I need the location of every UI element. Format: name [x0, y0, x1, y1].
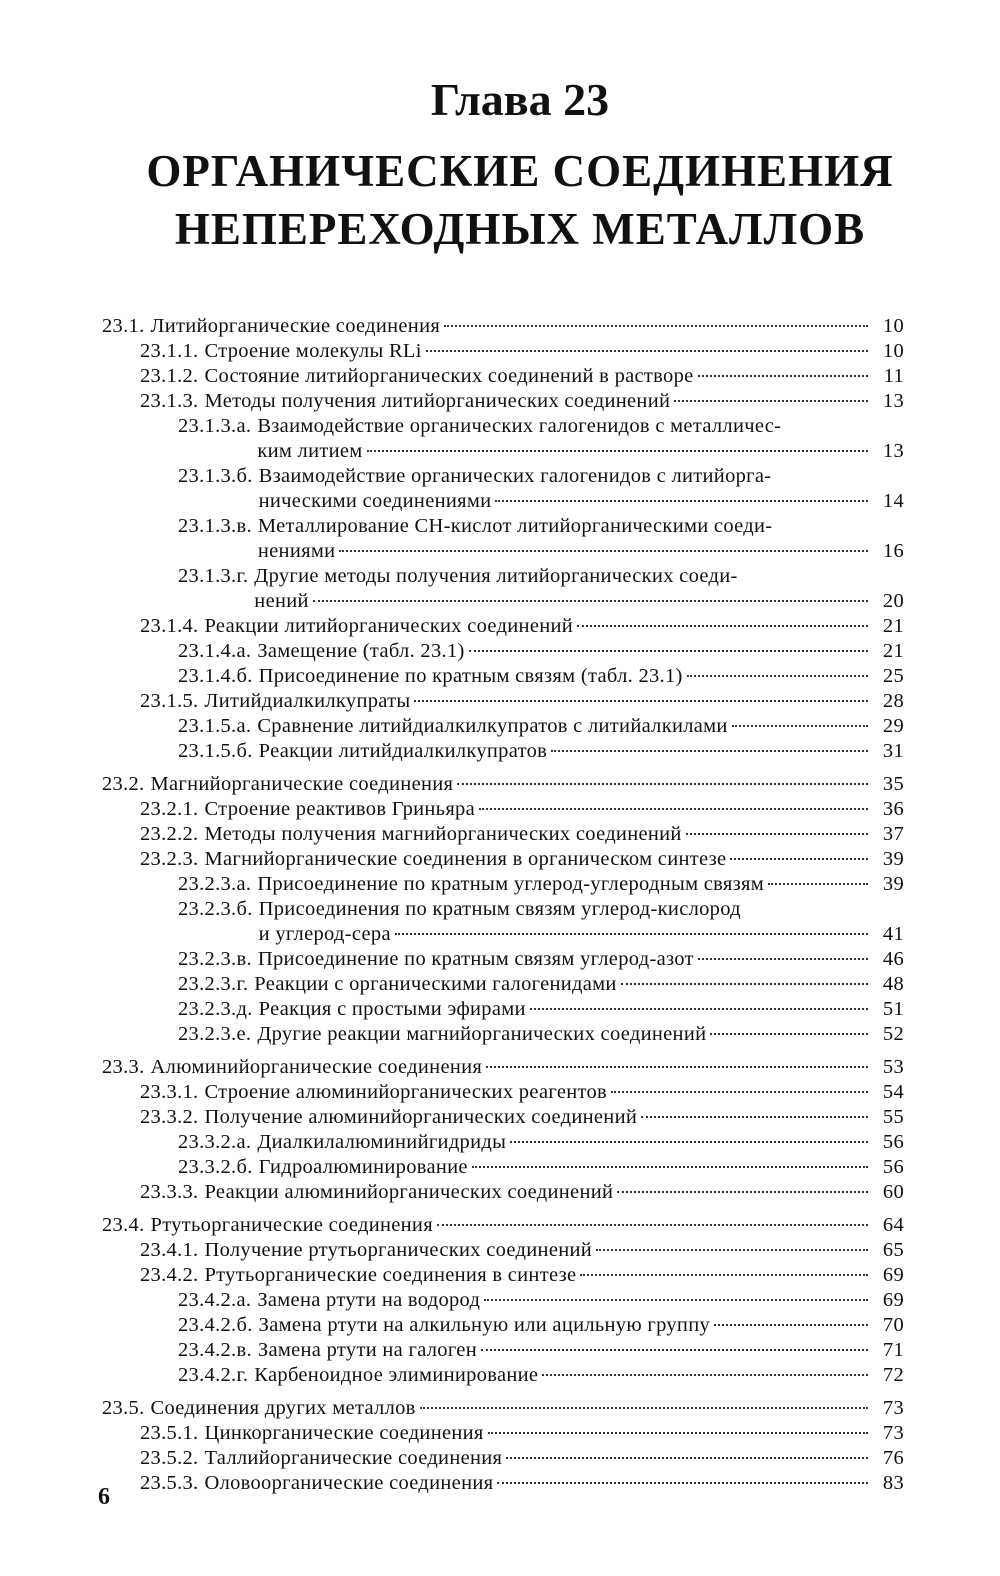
toc-entry-page: 13 — [882, 390, 904, 412]
toc-entry — [102, 1396, 904, 1421]
dot-leader — [730, 858, 868, 860]
toc-entry-page: 39 — [882, 848, 904, 870]
toc-entry-title: Ртутьорганические соединения в синтезе — [204, 1264, 577, 1286]
dot-leader — [510, 1141, 868, 1143]
toc-entry — [102, 1313, 904, 1338]
toc-entry-title: Металлирование СН-кислот литийорганическими соеди- — [257, 515, 773, 537]
toc-entry-page: 13 — [882, 440, 904, 462]
dot-leader — [495, 500, 868, 502]
toc-entry-title: Реакции литийдиалкилкупратов — [258, 740, 548, 762]
toc-entry-continuation — [102, 922, 904, 947]
toc-entry-page: 21 — [882, 615, 904, 637]
toc-entry — [102, 897, 904, 922]
dot-leader — [339, 550, 868, 552]
toc-entry-number: 23.2.3.б. — [178, 898, 253, 920]
dot-leader — [530, 1008, 868, 1010]
toc-entry-number: 23.3.2.б. — [178, 1156, 253, 1178]
toc-entry — [102, 1105, 904, 1130]
dot-leader — [686, 833, 868, 835]
toc-entry-title: Строение алюминийорганических реагентов — [204, 1081, 608, 1103]
toc-entry-number: 23.1.5.а. — [178, 715, 252, 737]
toc-entry-number: 23.2.3.д. — [178, 998, 253, 1020]
dot-leader — [732, 725, 868, 727]
dot-leader — [484, 1299, 868, 1301]
dot-leader — [506, 1457, 868, 1459]
dot-leader — [486, 1066, 868, 1068]
toc-entry-page: 28 — [882, 690, 904, 712]
toc-entry-number: 23.2.3.а. — [178, 873, 252, 895]
toc-entry-number: 23.2.3.г. — [178, 973, 249, 995]
toc-entry-title: Присоединения по кратным связям углерод-кислород — [258, 898, 741, 920]
toc-entry-page: 73 — [882, 1422, 904, 1444]
dot-leader — [444, 325, 868, 327]
toc-entry-title: Строение молекулы RLi — [204, 340, 422, 362]
toc-entry-page: 73 — [882, 1397, 904, 1419]
toc-entry — [102, 639, 904, 664]
toc-entry-title: Магнийорганические соединения — [150, 773, 454, 795]
toc-entry-number: 23.4.2.г. — [178, 1364, 249, 1386]
toc-entry-number: 23.4. — [102, 1214, 145, 1236]
toc-entry — [102, 664, 904, 689]
toc-entry-title: Другие реакции магнийорганических соединений — [257, 1023, 707, 1045]
toc-entry-continuation — [102, 539, 904, 564]
toc-entry — [102, 947, 904, 972]
toc-entry — [102, 847, 904, 872]
toc-entry-title: Состояние литийорганических соединений в растворе — [204, 365, 694, 387]
toc-entry-title: Методы получения литийорганических соединений — [204, 390, 671, 412]
toc-entry-number: 23.4.1. — [140, 1239, 199, 1261]
toc-entry-title: Получение ртутьорганических соединений — [204, 1239, 593, 1261]
toc-entry-title: Таллийорганические соединения — [204, 1447, 503, 1469]
toc-entry-page: 76 — [882, 1447, 904, 1469]
toc-entry-page: 46 — [882, 948, 904, 970]
toc-entry — [102, 614, 904, 639]
toc-entry-page: 52 — [882, 1023, 904, 1045]
toc-entry-page: 36 — [882, 798, 904, 820]
toc-entry-title: Литийдиалкилкупраты — [204, 690, 411, 712]
toc-entry-page: 31 — [882, 740, 904, 762]
toc-entry-title: Присоединение по кратным связям (табл. 23.1) — [258, 665, 683, 687]
toc-entry-title: Получение алюминийорганических соединений — [204, 1106, 638, 1128]
toc-entry-title-continued: ническими соединениями — [258, 490, 492, 512]
dot-leader — [488, 1432, 868, 1434]
dot-leader — [768, 883, 868, 885]
toc-entry-number: 23.2.3.е. — [178, 1023, 252, 1045]
toc-entry-number: 23.3. — [102, 1056, 145, 1078]
toc-entry-title: Взаимодействие органических галогенидов с литийорга- — [258, 465, 772, 487]
toc-entry-title: Замена ртути на галоген — [257, 1339, 477, 1361]
toc-entry — [102, 1155, 904, 1180]
toc-entry-number: 23.4.2.в. — [178, 1339, 252, 1361]
toc-entry — [102, 1446, 904, 1471]
toc-entry — [102, 1055, 904, 1080]
toc-entry-page: 64 — [882, 1214, 904, 1236]
dot-leader — [479, 808, 868, 810]
toc-entry-number: 23.2. — [102, 773, 145, 795]
toc-entry-number: 23.5.1. — [140, 1422, 199, 1444]
toc-entry-title: Присоединение по кратным связям углерод-азот — [257, 948, 694, 970]
toc-entry — [102, 689, 904, 714]
toc-entry-page: 41 — [882, 923, 904, 945]
toc-entry — [102, 414, 904, 439]
toc-entry-page: 16 — [882, 540, 904, 562]
toc-entry — [102, 822, 904, 847]
page-number: 6 — [98, 1484, 110, 1510]
chapter-label: Глава 23 — [430, 74, 610, 125]
toc-entry-number: 23.5.2. — [140, 1447, 199, 1469]
toc-entry — [102, 1180, 904, 1205]
toc-entry-title: Присоединение по кратным углерод-углеродным связям — [257, 873, 765, 895]
toc-entry-number: 23.1.1. — [140, 340, 199, 362]
chapter-title-line: ОРГАНИЧЕСКИЕ СОЕДИНЕНИЯ — [146, 146, 894, 196]
toc-entry-page: 10 — [882, 315, 904, 337]
toc-entry-page: 29 — [882, 715, 904, 737]
toc-entry — [102, 314, 904, 339]
toc-entry-number: 23.1.4.а. — [178, 640, 252, 662]
toc-entry — [102, 972, 904, 997]
dot-leader — [698, 375, 868, 377]
toc-entry-number: 23.1.3.а. — [178, 415, 252, 437]
toc-entry-page: 14 — [882, 490, 904, 512]
toc-entry-page: 10 — [882, 340, 904, 362]
toc-entry — [102, 872, 904, 897]
toc-entry-page: 60 — [882, 1181, 904, 1203]
toc-entry-page: 11 — [883, 365, 904, 387]
toc-entry-title: Гидроалюминирование — [258, 1156, 468, 1178]
dot-leader — [611, 1091, 868, 1093]
toc-entry-number: 23.2.3.в. — [178, 948, 252, 970]
toc-entry-page: 70 — [882, 1314, 904, 1336]
toc-entry-continuation — [102, 439, 904, 464]
toc-entry-page: 65 — [882, 1239, 904, 1261]
toc-entry-number: 23.3.2.а. — [178, 1131, 252, 1153]
toc-entry-title: Оловоорганические соединения — [204, 1472, 494, 1494]
dot-leader — [710, 1033, 868, 1035]
toc-entry-number: 23.5. — [102, 1397, 145, 1419]
toc-entry — [102, 1213, 904, 1238]
toc-entry-number: 23.2.1. — [140, 798, 199, 820]
dot-leader — [367, 450, 868, 452]
toc-entry — [102, 1363, 904, 1388]
toc-entry-title: Цинкорганические соединения — [204, 1422, 484, 1444]
toc-entry-page: 54 — [882, 1081, 904, 1103]
toc-entry-number: 23.1.3.б. — [178, 465, 253, 487]
dot-leader — [414, 700, 868, 702]
toc-entry — [102, 797, 904, 822]
toc-entry-number: 23.3.3. — [140, 1181, 199, 1203]
dot-leader — [714, 1324, 868, 1326]
toc-entry-number: 23.2.2. — [140, 823, 199, 845]
toc-entry-number: 23.1.3.в. — [178, 515, 252, 537]
toc-entry-title: Карбеноидное элиминирование — [254, 1364, 539, 1386]
toc-entry-title: Замена ртути на водород — [257, 1289, 481, 1311]
dot-leader — [577, 625, 868, 627]
toc-entry-number: 23.3.1. — [140, 1081, 199, 1103]
toc-entry-page: 20 — [882, 590, 904, 612]
toc-entry-page: 72 — [882, 1364, 904, 1386]
dot-leader — [420, 1407, 868, 1409]
dot-leader — [395, 933, 868, 935]
toc-entry-page: 71 — [882, 1339, 904, 1361]
toc-entry-title: Сравнение литийдиалкилкупратов с литийалкилами — [257, 715, 728, 737]
toc-entry-number: 23.1.3. — [140, 390, 199, 412]
toc-entry-page: 51 — [882, 998, 904, 1020]
toc-entry-number: 23.1.5. — [140, 690, 199, 712]
toc-entry-number: 23.1.3.г. — [178, 565, 249, 587]
toc-entry-page: 69 — [882, 1289, 904, 1311]
toc-entry-title: Методы получения магнийорганических соединений — [204, 823, 682, 845]
toc-entry-title: Алюминийорганические соединения — [150, 1056, 483, 1078]
toc-entry — [102, 564, 904, 589]
dot-leader — [551, 750, 868, 752]
dot-leader — [426, 350, 868, 352]
toc-entry-title-continued: нений — [254, 590, 309, 612]
toc-entry-number: 23.1.5.б. — [178, 740, 253, 762]
dot-leader — [469, 650, 868, 652]
dot-leader — [457, 783, 868, 785]
dot-leader — [313, 600, 868, 602]
dot-leader — [617, 1191, 868, 1193]
toc-entry-number: 23.1.2. — [140, 365, 199, 387]
dot-leader — [472, 1166, 868, 1168]
toc-entry — [102, 772, 904, 797]
toc-entry-title: Литийорганические соединения — [150, 315, 441, 337]
dot-leader — [687, 675, 868, 677]
toc-entry — [102, 997, 904, 1022]
toc-entry-title: Взаимодействие органических галогенидов с металличес- — [257, 415, 782, 437]
toc-entry-title: Другие методы получения литийорганических соеди- — [254, 565, 738, 587]
toc-entry-title-continued: нениями — [257, 540, 336, 562]
toc-entry — [102, 714, 904, 739]
chapter-title — [0, 142, 1000, 258]
toc-entry-number: 23.3.2. — [140, 1106, 199, 1128]
toc-entry — [102, 1338, 904, 1363]
table-of-contents — [102, 314, 904, 1496]
toc-entry — [102, 1263, 904, 1288]
toc-entry-title: Замена ртути на алкильную или ацильную группу — [258, 1314, 711, 1336]
toc-entry-title: Магнийорганические соединения в органическом синтезе — [204, 848, 727, 870]
toc-entry-title: Реакция с простыми эфирами — [258, 998, 526, 1020]
toc-entry-page: 56 — [882, 1156, 904, 1178]
toc-entry-continuation — [102, 489, 904, 514]
toc-entry-page: 48 — [882, 973, 904, 995]
toc-entry-number: 23.4.2. — [140, 1264, 199, 1286]
toc-entry-page: 56 — [882, 1131, 904, 1153]
toc-entry-title-continued: и углерод-сера — [258, 923, 391, 945]
toc-entry-number: 23.4.2.б. — [178, 1314, 253, 1336]
toc-entry — [102, 464, 904, 489]
toc-entry — [102, 364, 904, 389]
toc-entry-page: 25 — [882, 665, 904, 687]
toc-entry-title: Диалкилалюминийгидриды — [257, 1131, 507, 1153]
toc-entry-page: 21 — [882, 640, 904, 662]
dot-leader — [437, 1224, 868, 1226]
toc-entry-title: Соединения других металлов — [150, 1397, 416, 1419]
toc-entry — [102, 1471, 904, 1496]
toc-entry-number: 23.1.4. — [140, 615, 199, 637]
dot-leader — [641, 1116, 868, 1118]
toc-entry — [102, 514, 904, 539]
toc-entry-title-continued: ким литием — [257, 440, 363, 462]
toc-entry — [102, 1421, 904, 1446]
toc-entry-number: 23.1.4.б. — [178, 665, 253, 687]
toc-entry-page: 69 — [882, 1264, 904, 1286]
toc-entry-continuation — [102, 589, 904, 614]
toc-entry — [102, 389, 904, 414]
dot-leader — [542, 1374, 868, 1376]
toc-entry — [102, 1238, 904, 1263]
toc-entry-number: 23.5.3. — [140, 1472, 199, 1494]
toc-entry-title: Реакции алюминийорганических соединений — [204, 1181, 614, 1203]
toc-entry-page: 55 — [882, 1106, 904, 1128]
toc-entry-title: Строение реактивов Гриньяра — [204, 798, 476, 820]
toc-entry-number: 23.4.2.а. — [178, 1289, 252, 1311]
toc-entry — [102, 1080, 904, 1105]
toc-entry-page: 35 — [882, 773, 904, 795]
dot-leader — [698, 958, 868, 960]
chapter-title-line: НЕПЕРЕХОДНЫХ МЕТАЛЛОВ — [174, 204, 866, 254]
toc-entry-page: 37 — [882, 823, 904, 845]
toc-entry-title: Реакции литийорганических соединений — [204, 615, 574, 637]
dot-leader — [580, 1274, 868, 1276]
dot-leader — [621, 983, 868, 985]
toc-entry-page: 83 — [882, 1472, 904, 1494]
dot-leader — [596, 1249, 868, 1251]
toc-entry — [102, 1130, 904, 1155]
toc-entry-title: Замещение (табл. 23.1) — [257, 640, 465, 662]
toc-entry-title: Ртутьорганические соединения — [150, 1214, 433, 1236]
toc-entry-number: 23.2.3. — [140, 848, 199, 870]
toc-entry — [102, 1288, 904, 1313]
toc-entry-number: 23.1. — [102, 315, 145, 337]
toc-entry — [102, 339, 904, 364]
toc-entry — [102, 739, 904, 764]
toc-entry-title: Реакции с органическими галогенидами — [254, 973, 617, 995]
dot-leader — [481, 1349, 868, 1351]
toc-entry-page: 53 — [882, 1056, 904, 1078]
toc-entry — [102, 1022, 904, 1047]
dot-leader — [497, 1482, 868, 1484]
toc-entry-page: 39 — [882, 873, 904, 895]
dot-leader — [674, 400, 868, 402]
